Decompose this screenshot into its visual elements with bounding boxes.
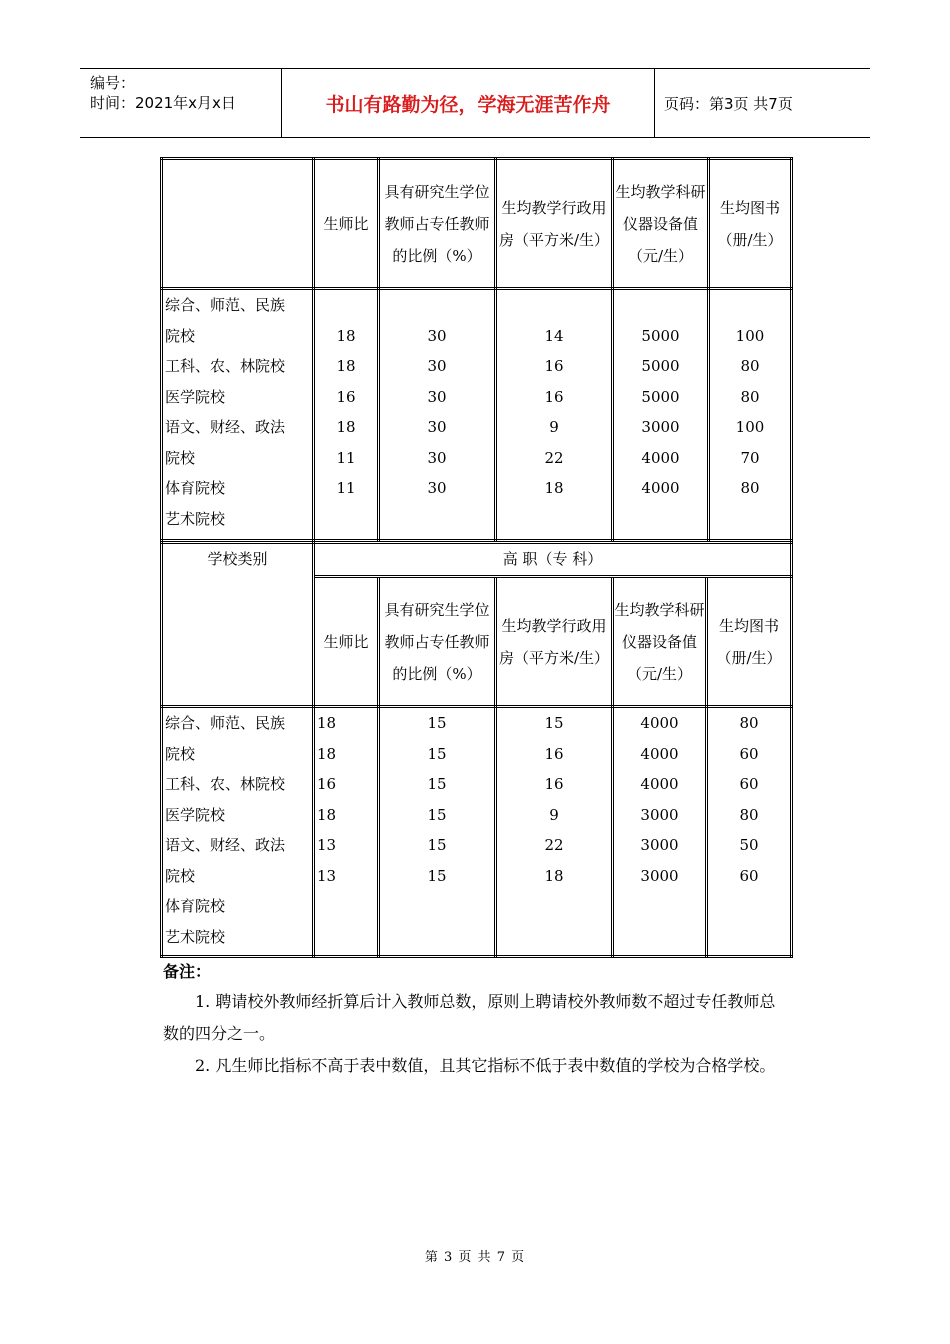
value-cell: 3000 bbox=[641, 418, 680, 436]
header-books: 生均图书（册/生） bbox=[709, 159, 792, 289]
value-cell: 70 bbox=[740, 448, 760, 467]
column-equipment-value bbox=[613, 707, 707, 957]
header-graduate-degree-ratio: 具有研究生学位教师占专任教师的比例（%） bbox=[379, 159, 496, 289]
note-item: 1. 聘请校外教师经折算后计入教师总数，原则上聘请校外教师数不超过专任教师总数的四分之一。 bbox=[163, 992, 776, 1043]
header-meta bbox=[90, 73, 280, 113]
value-cell: 18 bbox=[317, 805, 337, 824]
column-equipment-value bbox=[613, 289, 709, 541]
column-books bbox=[707, 707, 792, 957]
category-item: 体育院校 bbox=[165, 897, 226, 915]
value-cell: 18 bbox=[544, 866, 564, 885]
value-cell: 11 bbox=[336, 479, 356, 497]
value-cell: 18 bbox=[544, 479, 564, 497]
notes-section bbox=[163, 958, 783, 1082]
notes-title: 备注： bbox=[163, 962, 212, 981]
header-student-teacher-ratio: 生师比 bbox=[314, 159, 379, 289]
category-item: 院校 bbox=[165, 866, 196, 885]
school-category-list bbox=[162, 707, 314, 957]
value-cell: 18 bbox=[317, 714, 337, 732]
column-graduate-degree-ratio bbox=[379, 707, 496, 957]
category-item: 综合、师范、民族 bbox=[165, 714, 286, 732]
value-cell: 4000 bbox=[641, 479, 680, 497]
value-cell: 16 bbox=[544, 775, 564, 793]
note-item: 2. 凡生师比指标不高于表中数值，且其它指标不低于表中数值的学校为合格学校。 bbox=[195, 1056, 776, 1075]
value-cell: 30 bbox=[427, 479, 447, 497]
value-cell: 4000 bbox=[640, 744, 679, 763]
column-books bbox=[709, 289, 792, 541]
column-admin-space bbox=[496, 707, 613, 957]
value-cell: 80 bbox=[740, 387, 760, 406]
value-cell: 9 bbox=[549, 805, 559, 824]
header-graduate-degree-ratio: 具有研究生学位教师占专任教师的比例（%） bbox=[379, 577, 496, 707]
value-cell: 16 bbox=[544, 357, 564, 375]
column-admin-space bbox=[496, 289, 613, 541]
value-cell: 60 bbox=[739, 866, 759, 885]
value-cell: 16 bbox=[336, 387, 356, 406]
value-cell: 22 bbox=[544, 448, 564, 467]
value-cell: 100 bbox=[735, 418, 765, 436]
value-cell: 3000 bbox=[640, 866, 679, 885]
value-cell: 50 bbox=[739, 836, 759, 854]
value-cell: 80 bbox=[740, 479, 760, 497]
value-cell: 80 bbox=[740, 357, 760, 375]
value-cell: 15 bbox=[427, 775, 447, 793]
value-cell: 9 bbox=[549, 418, 559, 436]
header-time: 时间：2021年x月x日 bbox=[90, 94, 236, 112]
value-cell: 15 bbox=[427, 805, 447, 824]
header-admin-space: 生均教学行政用房（平方米/生） bbox=[496, 159, 613, 289]
category-item: 院校 bbox=[165, 744, 196, 763]
category-item: 医学院校 bbox=[165, 805, 226, 824]
value-cell: 16 bbox=[317, 775, 337, 793]
school-type-label: 学校类别 bbox=[162, 543, 314, 707]
value-cell: 60 bbox=[739, 775, 759, 793]
header-admin-space: 生均教学行政用房（平方米/生） bbox=[496, 577, 613, 707]
category-item: 工科、农、林院校 bbox=[165, 357, 286, 375]
value-cell: 3000 bbox=[640, 836, 679, 854]
category-item: 院校 bbox=[165, 326, 196, 345]
value-cell: 18 bbox=[317, 744, 337, 763]
value-cell: 5000 bbox=[641, 326, 680, 345]
value-cell: 18 bbox=[336, 326, 356, 345]
value-cell: 80 bbox=[739, 805, 759, 824]
value-cell: 15 bbox=[544, 714, 564, 732]
value-cell: 30 bbox=[427, 387, 447, 406]
value-cell: 80 bbox=[739, 714, 759, 732]
page-header bbox=[80, 68, 870, 138]
value-cell: 4000 bbox=[640, 714, 679, 732]
value-cell: 4000 bbox=[640, 775, 679, 793]
category-item: 语文、财经、政法 bbox=[165, 418, 286, 436]
value-cell: 5000 bbox=[641, 387, 680, 406]
header-number: 编号： bbox=[90, 74, 136, 92]
value-cell: 15 bbox=[427, 744, 447, 763]
category-item: 医学院校 bbox=[165, 387, 226, 406]
value-cell: 13 bbox=[317, 866, 337, 885]
value-cell: 18 bbox=[336, 418, 356, 436]
value-cell: 100 bbox=[735, 326, 765, 345]
header-books: 生均图书（册/生） bbox=[707, 577, 792, 707]
value-cell: 30 bbox=[427, 357, 447, 375]
category-item: 艺术院校 bbox=[165, 927, 226, 946]
value-cell: 4000 bbox=[641, 448, 680, 467]
value-cell: 3000 bbox=[640, 805, 679, 824]
header-divider bbox=[654, 69, 655, 137]
value-cell: 13 bbox=[317, 836, 337, 854]
group-label: 高 职（专 科） bbox=[314, 543, 792, 577]
header-equipment-value: 生均教学科研仪器设备值（元/生） bbox=[613, 159, 709, 289]
category-item: 工科、农、林院校 bbox=[165, 775, 286, 793]
value-cell: 30 bbox=[427, 448, 447, 467]
value-cell: 60 bbox=[739, 744, 759, 763]
value-cell: 16 bbox=[544, 387, 564, 406]
header-student-teacher-ratio: 生师比 bbox=[314, 577, 379, 707]
value-cell: 15 bbox=[427, 714, 447, 732]
value-cell: 18 bbox=[336, 357, 356, 375]
value-cell: 5000 bbox=[641, 357, 680, 375]
value-cell: 22 bbox=[544, 836, 564, 854]
category-item: 院校 bbox=[165, 448, 196, 467]
value-cell: 16 bbox=[544, 744, 564, 763]
header-equipment-value: 生均教学科研仪器设备值（元/生） bbox=[613, 577, 707, 707]
school-category-list bbox=[162, 289, 314, 541]
category-item: 综合、师范、民族 bbox=[165, 296, 286, 314]
category-item: 语文、财经、政法 bbox=[165, 836, 286, 854]
value-cell: 30 bbox=[427, 418, 447, 436]
value-cell: 15 bbox=[427, 866, 447, 885]
standards-table-vocational bbox=[160, 541, 793, 958]
column-student-teacher-ratio bbox=[314, 707, 379, 957]
value-cell: 11 bbox=[336, 448, 356, 467]
header-cell-empty bbox=[162, 159, 314, 289]
category-item: 艺术院校 bbox=[165, 509, 226, 528]
value-cell: 14 bbox=[544, 326, 564, 345]
header-page-info: 页码：第3页 共7页 bbox=[664, 94, 793, 113]
page-footer: 第 3 页 共 7 页 bbox=[424, 1250, 526, 1265]
column-graduate-degree-ratio bbox=[379, 289, 496, 541]
standards-table-undergraduate bbox=[160, 157, 793, 542]
value-cell: 15 bbox=[427, 836, 447, 854]
column-student-teacher-ratio bbox=[314, 289, 379, 541]
header-motto: 书山有路勤为径，学海无涯苦作舟 bbox=[325, 93, 611, 116]
value-cell: 30 bbox=[427, 326, 447, 345]
category-item: 体育院校 bbox=[165, 479, 226, 497]
